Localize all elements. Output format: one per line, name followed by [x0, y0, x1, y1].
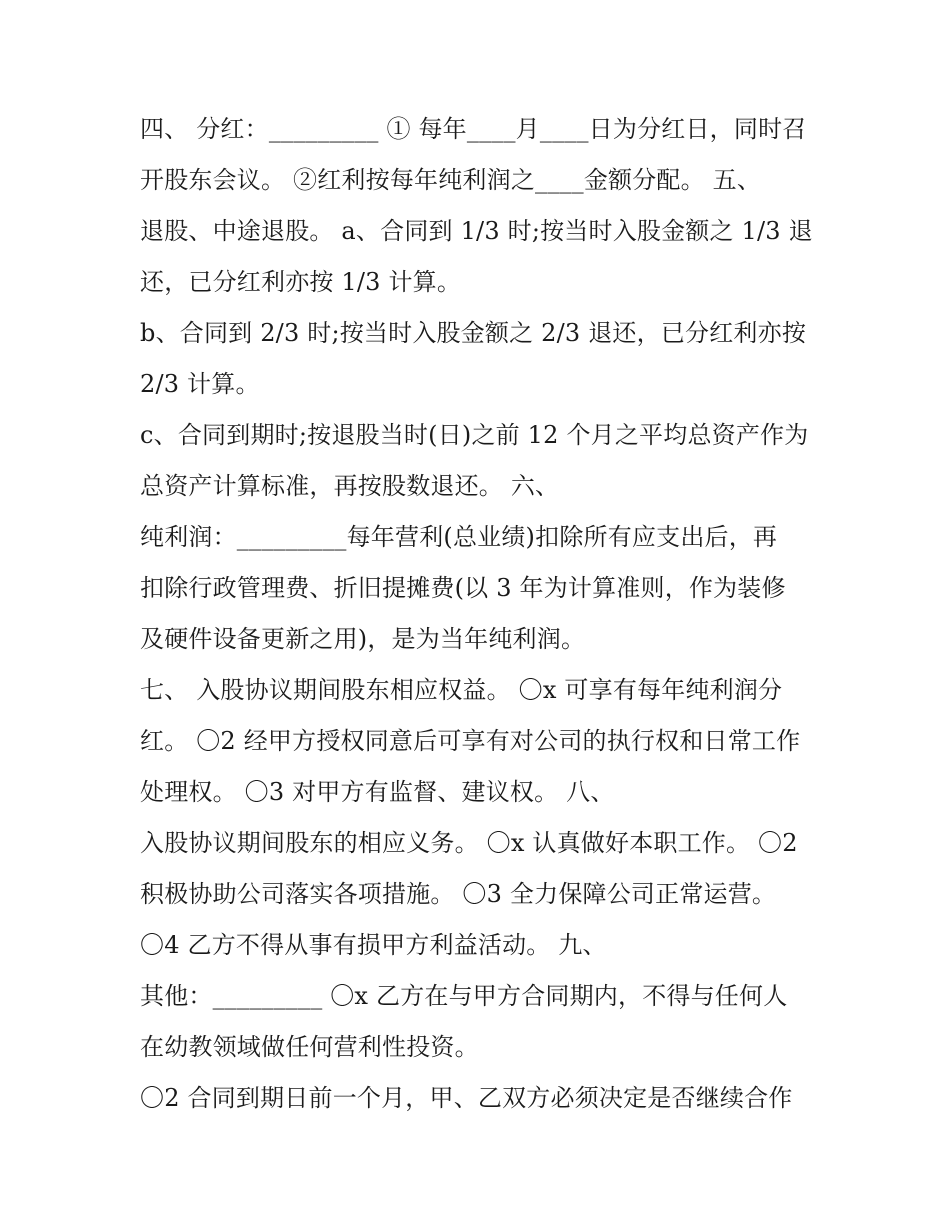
text-line: 处理权。 〇3 对甲方有监督、建议权。 八、 [140, 778, 615, 806]
text-line: 〇4 乙方不得从事有损甲方利益活动。 九、 [140, 931, 607, 959]
text-line: 红。 〇2 经甲方授权同意后可享有对公司的执行权和日常工作 [140, 727, 801, 755]
text-line: 〇2 合同到期日前一个月，甲、乙双方必须决定是否继续合作 [140, 1084, 793, 1112]
text-line: 纯利润：_________每年营利(总业绩)扣除所有应支出后，再 [140, 523, 778, 551]
text-line: b、合同到 2/3 时;按当时入股金额之 2/3 退还，已分红利亦按 [140, 319, 807, 347]
text-line: 入股协议期间股东的相应义务。 〇x 认真做好本职工作。 〇2 [140, 829, 798, 857]
text-line: c、合同到期时;按退股当时(日)之前 12 个月之平均总资产作为 [140, 421, 809, 449]
text-line: 退股、中途退股。 a、合同到 1/3 时;按当时入股金额之 1/3 退 [140, 217, 813, 245]
text-line: 2/3 计算。 [140, 370, 260, 398]
text-line: 四、 分红：_________ ① 每年____月____日为分红日，同时召 [140, 115, 807, 143]
document-body [140, 104, 820, 1124]
text-line: 在幼教领域做任何营利性投资。 [140, 1033, 479, 1061]
text-line: 积极协助公司落实各项措施。 〇3 全力保障公司正常运营。 [140, 880, 777, 908]
text-line: 其他：_________ 〇x 乙方在与甲方合同期内，不得与任何人 [140, 982, 788, 1010]
text-line: 及硬件设备更新之用)，是为当年纯利润。 [140, 625, 586, 653]
text-line: 开股东会议。 ②红利按每年纯利润之____金额分配。 五、 [140, 166, 762, 194]
text-line: 扣除行政管理费、折旧提摊费(以 3 年为计算准则，作为装修 [140, 574, 786, 602]
text-line: 还，已分红利亦按 1/3 计算。 [140, 268, 462, 296]
text-line: 总资产计算标准，再按股数退还。 六、 [140, 472, 560, 500]
text-line: 七、 入股协议期间股东相应权益。 〇x 可享有每年纯利润分 [140, 676, 783, 704]
